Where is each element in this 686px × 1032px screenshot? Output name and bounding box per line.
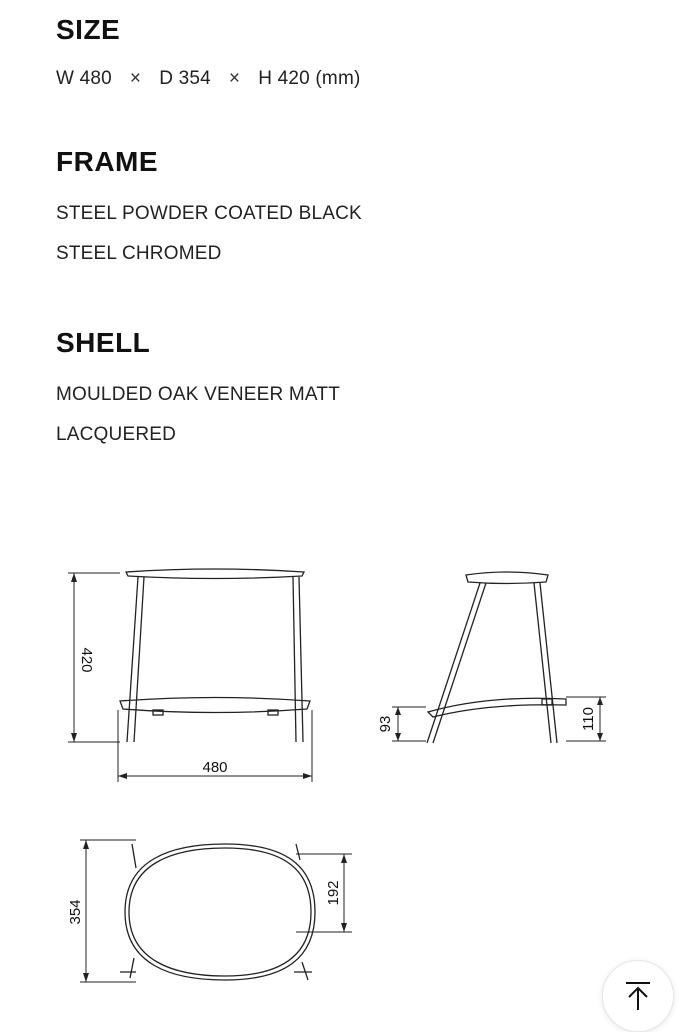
shell-material-1: MOULDED OAK VENEER MATT: [56, 384, 341, 405]
size-height: H 420 (mm): [258, 68, 361, 89]
size-depth: D 354: [159, 68, 211, 89]
size-width: W 480: [56, 68, 112, 89]
shell-material-2: LACQUERED: [56, 424, 177, 445]
times-icon: ×: [228, 68, 241, 89]
side-low-label: 93: [377, 715, 394, 733]
front-width-label: 480: [202, 759, 228, 776]
top-depth-label: 354: [67, 899, 84, 925]
front-height-label: 420: [78, 647, 95, 673]
frame-material-2: STEEL CHROMED: [56, 243, 222, 264]
side-high-label: 110: [580, 707, 597, 731]
side-view-drawing: [378, 565, 618, 750]
times-icon: ×: [129, 68, 142, 89]
frame-material-1: STEEL POWDER COATED BLACK: [56, 203, 362, 224]
frame-heading: FRAME: [56, 146, 159, 177]
top-view-drawing: [60, 830, 360, 990]
size-dimensions: [56, 68, 361, 90]
front-view-drawing: [60, 560, 330, 790]
arrow-up-to-line-icon: [625, 981, 651, 1011]
size-heading: SIZE: [56, 14, 121, 45]
shell-heading: SHELL: [56, 327, 151, 358]
top-inner-label: 192: [325, 880, 342, 906]
scroll-to-top-button[interactable]: [602, 960, 674, 1032]
